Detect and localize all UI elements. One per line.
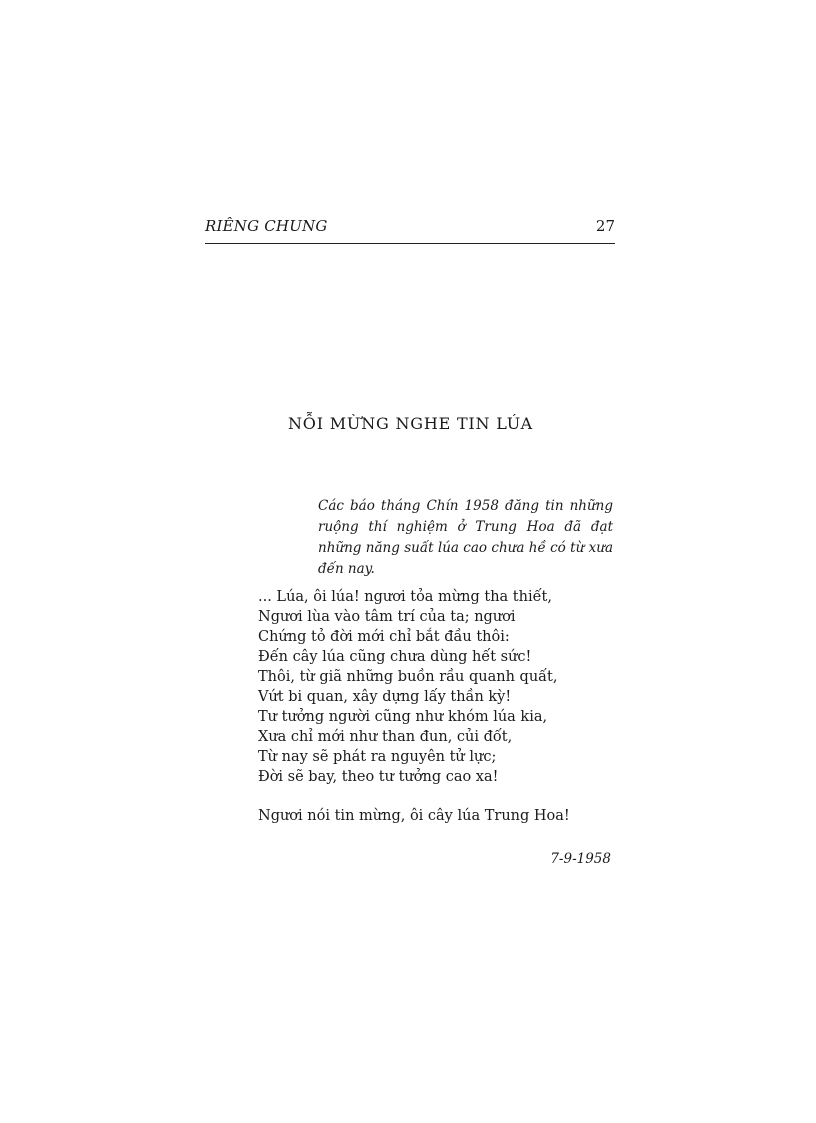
poem-title: NỖI MỪNG NGHE TIN LÚA: [288, 414, 533, 433]
poem-stanza-2: [258, 806, 570, 826]
poem-epigraph: Các báo tháng Chín 1958 đăng tin những ruộng thí nghiệm ở Trung Hoa đã đạt những năng suất lúa cao chưa hề có từ xưa đến nay.: [318, 498, 613, 577]
running-header: [205, 215, 615, 244]
poem-line: Đến cây lúa cũng chưa dùng hết sức!: [258, 649, 532, 665]
poem-line: Ngươi nói tin mừng, ôi cây lúa Trung Hoa!: [258, 808, 570, 824]
running-header-title: RIÊNG CHUNG: [205, 217, 328, 235]
poem-line: Đời sẽ bay, theo tư tưởng cao xa!: [258, 769, 499, 785]
poem-line: Thôi, từ giã những buồn rầu quanh quất,: [258, 669, 558, 685]
poem-stanza-1: [258, 587, 558, 787]
page-number: 27: [595, 217, 615, 235]
poem-line: Chứng tỏ đời mới chỉ bắt đầu thôi:: [258, 629, 510, 645]
poem-line: Xưa chỉ mới như than đun, củi đốt,: [258, 729, 513, 745]
poem-date: 7-9-1958: [550, 851, 611, 867]
poem-line: Vứt bi quan, xây dựng lấy thần kỳ!: [258, 689, 512, 705]
poem-line: Từ nay sẽ phát ra nguyên tử lực;: [258, 749, 497, 765]
poem-line: Ngươi lùa vào tâm trí của ta; ngươi: [258, 609, 516, 625]
poem-line: ... Lúa, ôi lúa! ngươi tỏa mừng tha thiết,: [258, 589, 552, 605]
poem-line: Tư tưởng người cũng như khóm lúa kia,: [258, 709, 548, 725]
